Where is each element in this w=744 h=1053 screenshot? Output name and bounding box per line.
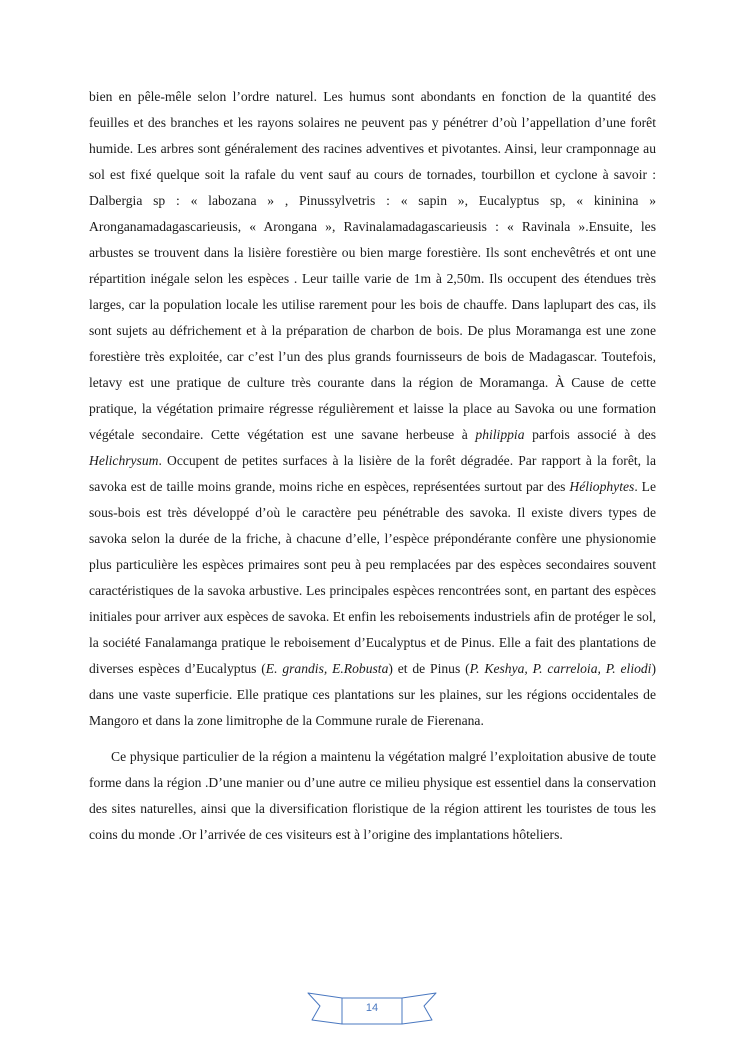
text-segment-italic: philippia [475, 427, 525, 442]
page-footer [306, 990, 438, 1028]
text-segment-italic: E. grandis, E.Robusta [265, 661, 389, 676]
text-segment: bien en pêle-mêle selon l’ordre naturel. Les humus sont abondants en fonction de la quantité des feuilles et des branches et les rayons solaires ne peuvent pas y pénétrer d’où l’appellation d’une forêt humide. Les arbres sont généralement des racines adventives et pivotantes. Ainsi, leur cramponnage au sol est fixé quelque soit la rafale du vent sauf au cours de tornades, tourbillon et cyclone à savoir : Dalbergia sp : « labozana » , Pinussylvetris : « sapin », Eucalyptus sp, « kininina » Aronganamadagascarieusis, « Arongana », Ravinalamadagascarieusis : « Ravinala ».Ensuite, les arbustes se trouvent dans la lisière forestière ou bien marge forestière. Ils sont enchevêtrés et ont une répartition inégale selon les espèces . Leur taille varie de 1m à 2,50m. Ils occupent des étendues très larges, car la population locale les utilise rarement pour les bois de chauffe. Dans laplupart des cas, ils sont sujets au défrichement et à la préparation de charbon de bois. De plus Moramanga est une zone forestière très exploitée, car c’est l’un des plus grands fournisseurs de bois de Madagascar. Toutefois, letavy est une pratique de culture très courante dans la région de Moramanga. À Cause de cette pratique, la végétation primaire régresse régulièrement et laisse la place au Savoka ou une formation végétale secondaire. Cette végétation est une savane herbeuse à [89, 89, 656, 442]
paragraph-1 [89, 84, 656, 734]
paragraph-2 [89, 744, 656, 848]
text-segment-italic: Helichrysum [89, 453, 159, 468]
text-segment: . Le sous-bois est très développé d’où le caractère peu pénétrable des savoka. Il existe divers types de savoka selon la durée de la friche, à chacune d’elle, l’espèce prépondérante confère une physionomie plus particulière les espèces primaires sont peu à peu remplacées par des espèces secondaires souvent caractéristiques de la savoka arbustive. Les principales espèces rencontrées sont, en partant des espèces initiales pour arriver aux espèces de savoka. Et enfin les reboisements industriels afin de protéger le sol, la société Fanalamanga pratique le reboisement d’Eucalyptus et de Pinus. Elle a fait des plantations de diverses espèces d’Eucalyptus ( [89, 479, 657, 676]
text-segment: ) dans une vaste superficie. Elle pratique ces plantations sur les plaines, sur les régions occidentales de Mangoro et dans la zone limitrophe de la Commune rurale de Fierenana. [89, 661, 656, 728]
text-segment-italic: Héliophytes [569, 479, 635, 494]
page-number: 14 [365, 1002, 379, 1014]
text-segment: parfois associé à des [524, 427, 656, 442]
body-text [89, 84, 656, 848]
text-segment: ) et de Pinus ( [388, 661, 470, 676]
text-segment: . Occupent de petites surfaces à la lisière de la forêt dégradée. Par rapport à la forêt, la savoka est de taille moins grande, moins riche en espèces, représentées surtout par des [89, 453, 656, 494]
text-segment-italic: P. Keshya, P. carreloia, P. eliodi [469, 661, 652, 676]
text-segment: Ce physique particulier de la région a maintenu la végétation malgré l’exploitation abusive de toute forme dans la région .D’une manier ou d’une autre ce milieu physique est essentiel dans la conservation des sites naturelles, ainsi que la diversification floristique de la région attirent les touristes de tous les coins du monde .Or l’arrivée de ces visiteurs est à l’origine des implantations hôteliers. [89, 749, 656, 842]
